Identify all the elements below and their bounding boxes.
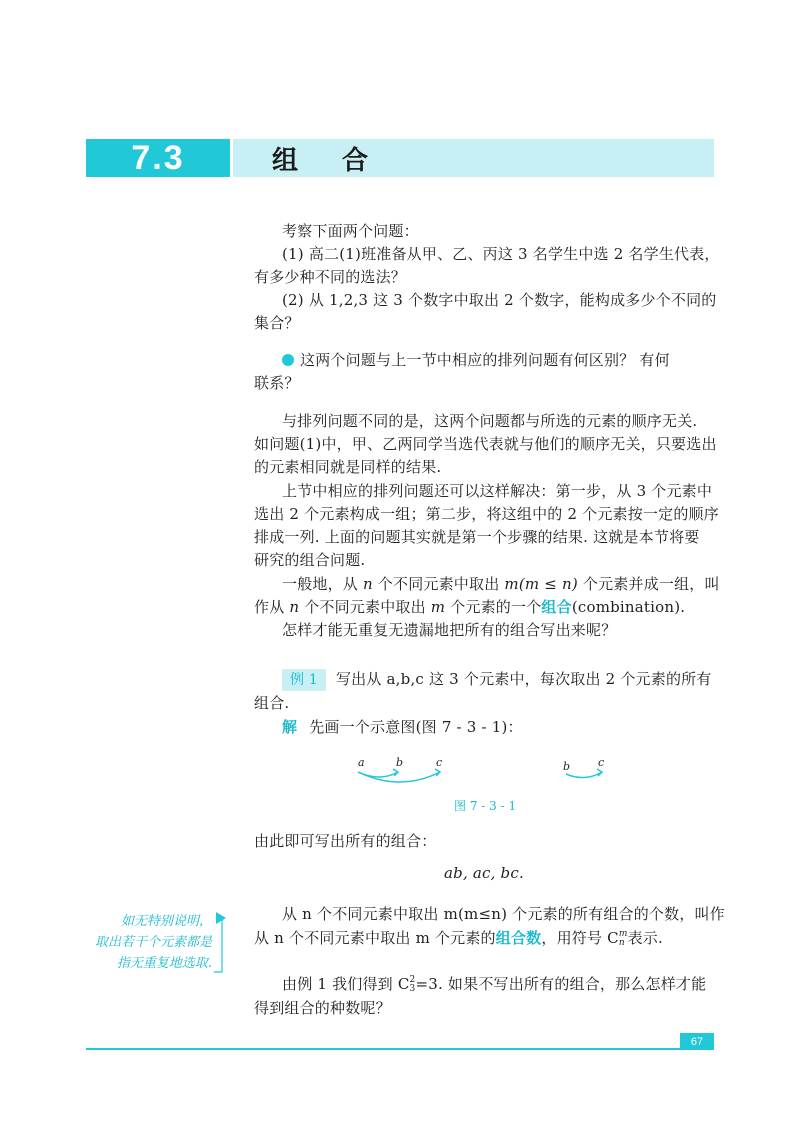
section-title: 组合	[272, 145, 413, 176]
term-combination-number: 组合数	[495, 929, 542, 947]
paragraph-1-line-1: 与排列问题不同的是，这两个问题都与所选的元素的顺序无关.	[282, 412, 698, 430]
definition-text: 一般地，从	[282, 575, 363, 593]
symbol-c: C	[607, 929, 619, 947]
margin-note-line	[214, 918, 222, 972]
variable-m: m	[430, 598, 446, 616]
section-number: 7.3	[131, 138, 185, 177]
paragraph-2-line-2: 选出 2 个元素构成一组；第二步，将这组中的 2 个元素按一定的顺序	[254, 505, 719, 523]
figure-label-a: a	[358, 756, 365, 769]
example-1-line-1	[282, 668, 712, 691]
paragraph-2-line-1: 上节中相应的排列问题还可以这样解决：第一步，从 3 个元素中	[282, 482, 713, 500]
paragraph-2-line-3: 排成一列. 上面的问题其实就是第一个步骤的结果. 这就是本节将要	[254, 528, 700, 546]
symbol-c: C	[397, 975, 410, 993]
definition-text: 个元素并成一组，叫	[577, 575, 720, 593]
thinking-question-line-2: 联系？	[254, 374, 300, 392]
definition-text: 个不同元素中取出	[299, 598, 431, 616]
arrow-a-to-c	[358, 772, 440, 782]
symbol-subscript: n	[618, 938, 625, 948]
figure-right-group	[563, 756, 604, 778]
page-number: 67	[680, 1033, 714, 1050]
question-1-line-1: (1) 高二(1)班准备从甲、乙、丙这 3 名学生中选 2 名学生代表，	[282, 245, 720, 263]
condition-m-le-n: m(m ≤ n)	[504, 575, 578, 593]
footer-rule	[86, 1048, 714, 1050]
figure-left-group	[358, 756, 442, 782]
solution-label: 解	[282, 718, 298, 736]
thinking-question-text: 这两个问题与上一节中相应的排列问题有何区别？ 有何	[300, 351, 670, 369]
figure-caption: 图 7 - 3 - 1	[454, 799, 517, 813]
symbol-c-m-n	[607, 929, 627, 947]
definition-text: 个不同元素中取出	[372, 575, 505, 593]
definition-text: 个元素的一个	[445, 598, 542, 616]
term-combination: 组合	[541, 598, 572, 616]
comb-number-text: ，用符号	[541, 929, 608, 947]
figure-label-b-right: b	[563, 760, 571, 773]
arrow-b-to-c	[566, 772, 602, 778]
paragraph-2-line-4: 研究的组合问题.	[254, 551, 366, 569]
symbol-superscript: m	[618, 929, 628, 939]
comb-number-text: 表示.	[627, 929, 663, 947]
example-1-line-2: 组合.	[254, 694, 290, 712]
paragraph-1-line-2: 如问题(1)中，甲、乙两同学当选代表就与他们的顺序无关，只要选出	[254, 435, 717, 453]
margin-note-line-3: 指无重复地选取.	[116, 956, 212, 971]
figure-label-c-right: c	[598, 756, 605, 769]
margin-note-line-1: 如无特别说明，	[120, 914, 212, 929]
question-2-line-2: 集合？	[254, 314, 300, 332]
margin-note	[86, 911, 212, 974]
figure-7-3-1	[340, 752, 640, 792]
term-combination-english: (combination).	[571, 598, 686, 616]
question-1-line-2: 有多少种不同的选法？	[254, 268, 407, 286]
definition-text: 作从	[254, 598, 290, 616]
intro-paragraph: 考察下面两个问题：	[282, 222, 419, 240]
question-bullet-icon	[282, 354, 294, 366]
combination-list: ab, ac, bc.	[444, 864, 524, 882]
closing-line-1	[282, 973, 706, 995]
example-label: 例 1	[282, 669, 326, 691]
definition-line-2	[254, 596, 685, 618]
figure-label-b: b	[396, 756, 404, 769]
margin-note-bracket	[214, 910, 234, 976]
margin-note-line-2: 取出若干个元素都是	[94, 935, 212, 950]
closing-text: =3. 如果不写出所有的组合，那么怎样才能	[415, 975, 707, 993]
variable-n: n	[362, 575, 373, 593]
example-text: 写出从 a,b,c 这 3 个元素中，每次取出 2 个元素的所有	[335, 670, 712, 688]
comb-number-line-2	[254, 927, 663, 949]
figure-label-c: c	[436, 756, 443, 769]
comb-number-text: 从 n 个不同元素中取出 m 个元素的	[254, 929, 496, 947]
symbol-superscript: 2	[409, 975, 416, 985]
paragraph-1-line-3: 的元素相同就是同样的结果.	[254, 458, 442, 476]
symbol-subscript: 3	[409, 984, 416, 994]
solution-text: 先画一个示意图(图 7 - 3 - 1)：	[309, 718, 523, 736]
closing-line-2: 得到组合的种数呢？	[254, 999, 391, 1017]
definition-line-3: 怎样才能无重复无遗漏地把所有的组合写出来呢？	[282, 621, 617, 639]
result-line: 由此即可写出所有的组合：	[254, 832, 437, 850]
comb-number-line-1: 从 n 个不同元素中取出 m(m≤n) 个元素的所有组合的个数，叫作	[282, 905, 725, 923]
symbol-c-2-3	[398, 975, 416, 993]
thinking-question-line-1	[282, 349, 670, 371]
question-2-line-1: (2) 从 1,2,3 这 3 个数字中取出 2 个数字，能构成多少个不同的	[282, 291, 717, 309]
symbol-indices	[619, 930, 628, 948]
solution-line	[282, 716, 523, 738]
definition-line-1	[282, 573, 720, 595]
variable-n: n	[289, 598, 300, 616]
closing-text: 由例 1 我们得到	[282, 975, 398, 993]
margin-note-arrow-icon	[216, 912, 226, 924]
